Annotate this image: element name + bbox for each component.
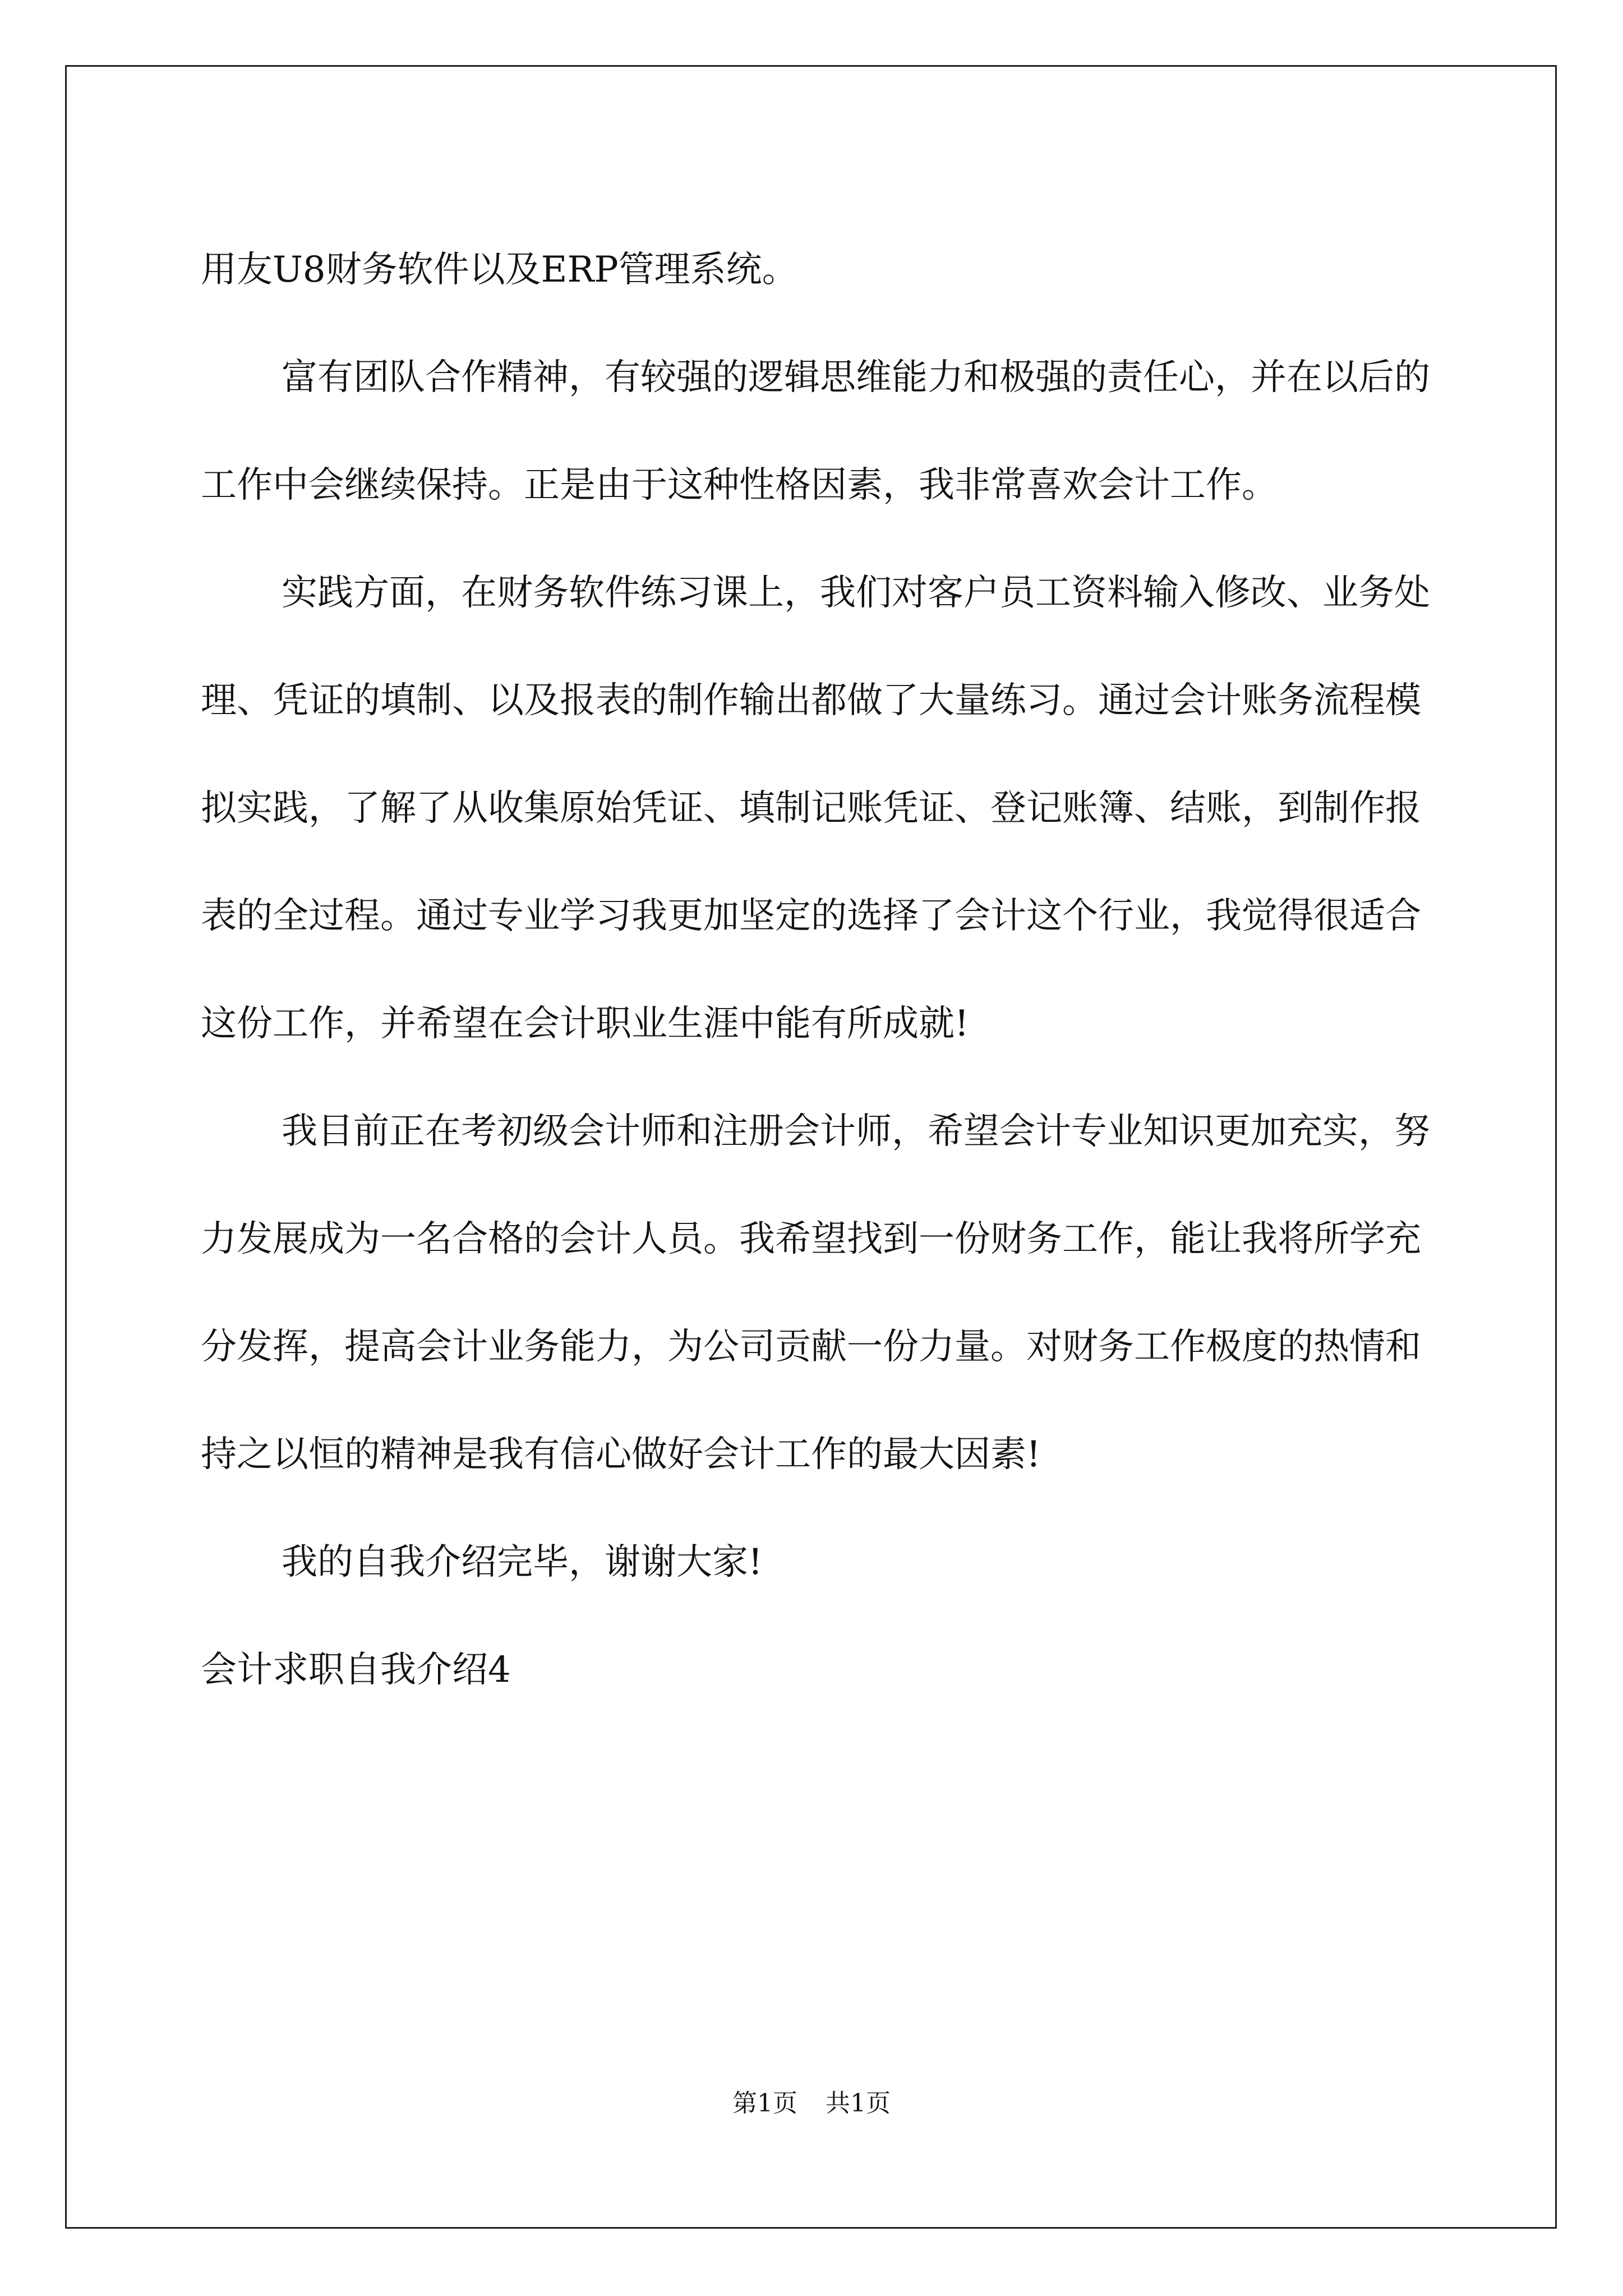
section-heading: 会计求职自我介绍4 bbox=[201, 1649, 511, 1691]
paragraph: 富有团队合作精神，有较强的逻辑思维能力和极强的责任心，并在以后的工作中会继续保持。正是由于这种性格因素，我非常喜欢会计工作。 bbox=[201, 357, 1430, 506]
page-number: 第1页 bbox=[732, 2089, 797, 2118]
page-total: 共1页 bbox=[826, 2089, 891, 2118]
paragraph: 实践方面，在财务软件练习课上，我们对客户员工资料输入修改、业务处理、凭证的填制、以及报表的制作输出都做了大量练习。通过会计账务流程模拟实践，了解了从收集原始凭证、填制记账凭证、登记账簿、结账，到制作报表的全过程。通过专业学习我更加坚定的选择了会计这个行业，我觉得很适合这份工作，并希望在会计职业生涯中能有所成就! bbox=[201, 572, 1430, 1045]
paragraph: 我的自我介绍完毕，谢谢大家! bbox=[282, 1542, 763, 1583]
page-footer bbox=[0, 2087, 1623, 2120]
document-body bbox=[201, 216, 1435, 1724]
paragraph: 我目前正在考初级会计师和注册会计师，希望会计专业知识更加充实，努力发展成为一名合格的会计人员。我希望找到一份财务工作，能让我将所学充分发挥，提高会计业务能力，为公司贡献一份力量。对财务工作极度的热情和持之以恒的精神是我有信心做好会计工作的最大因素! bbox=[201, 1111, 1430, 1475]
paragraph: 用友U8财务软件以及ERP管理系统。 bbox=[201, 249, 798, 291]
